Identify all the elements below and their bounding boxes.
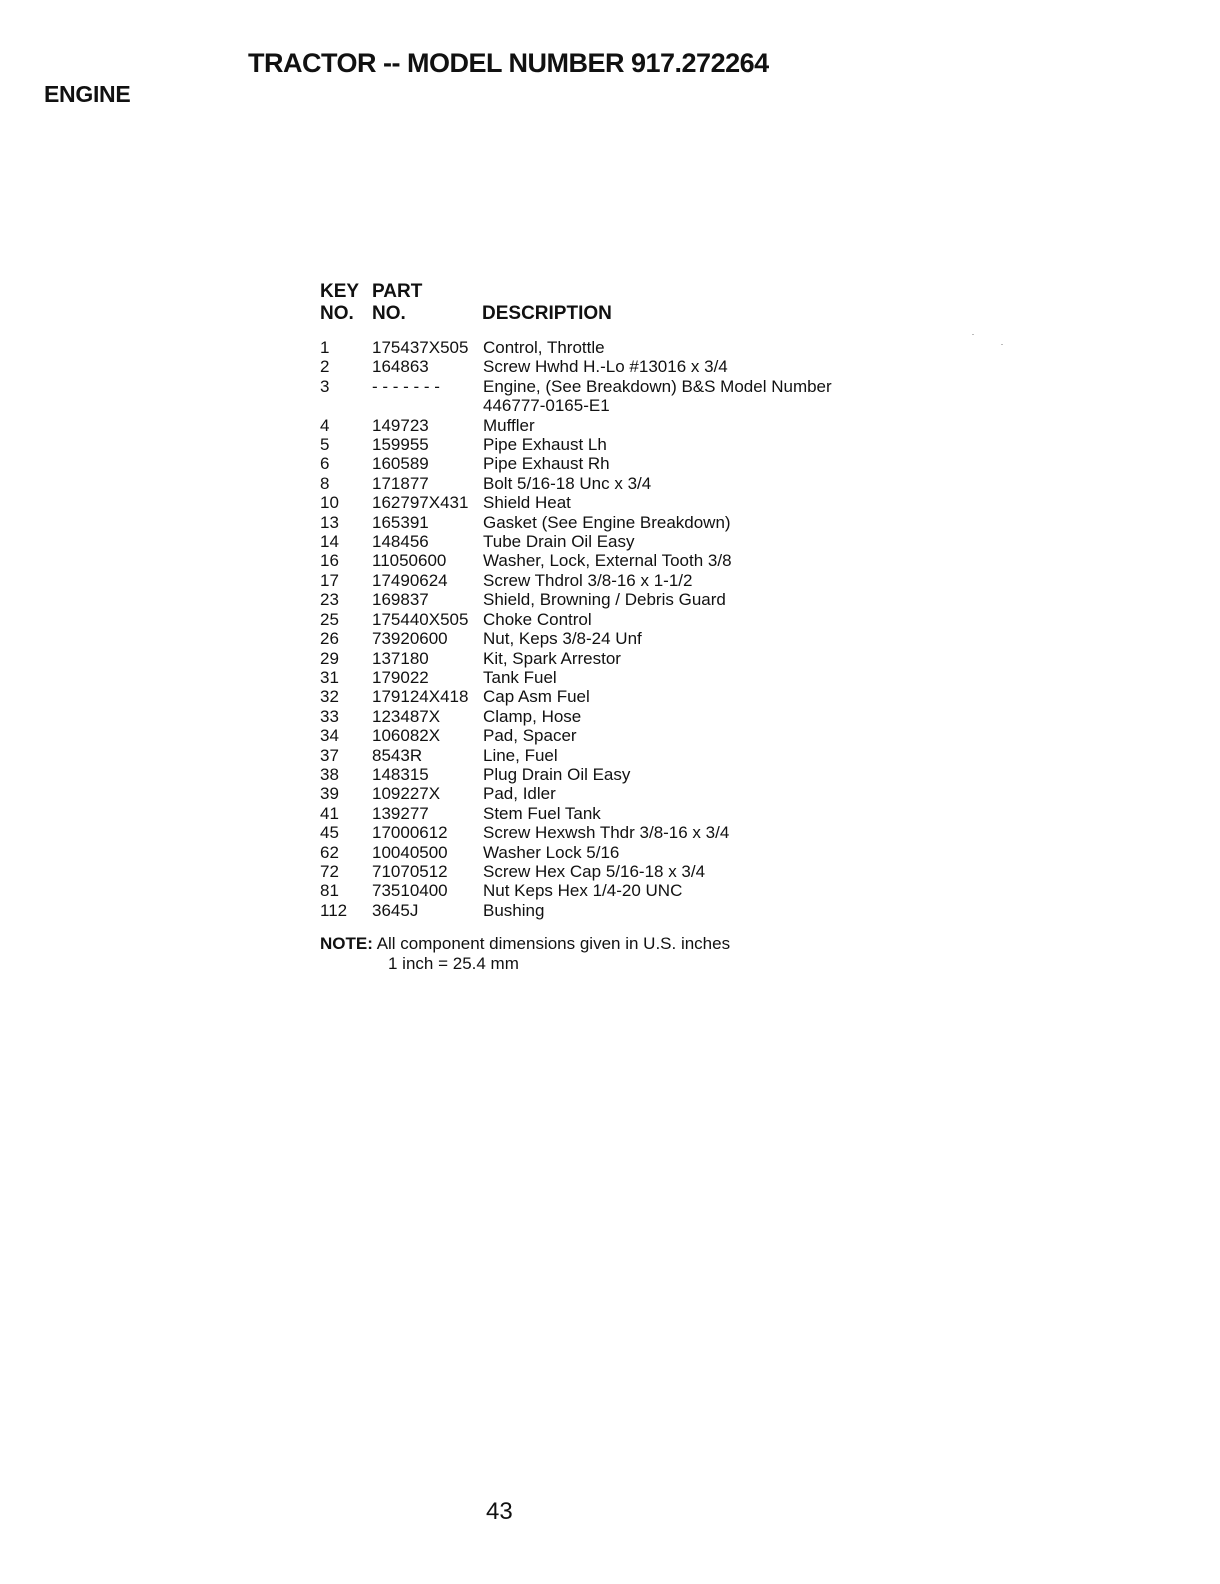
part-number: 175437X505: [372, 338, 469, 357]
key-number: 33: [320, 706, 339, 726]
part-description: Control, Throttle: [483, 338, 605, 357]
key-number: 62: [320, 842, 339, 862]
header-part-line2: NO.: [372, 303, 406, 324]
table-row: [320, 610, 940, 629]
part-description: Nut Keps Hex 1/4-20 UNC: [483, 881, 683, 901]
part-number: 179124X418: [372, 687, 469, 707]
key-number: 16: [320, 551, 339, 571]
part-number: 171877: [372, 473, 429, 493]
key-number: 38: [320, 764, 339, 784]
table-row: [320, 357, 940, 376]
table-row: [320, 377, 940, 416]
note-label: NOTE:: [320, 934, 373, 954]
key-number: 41: [320, 803, 339, 823]
table-row: [320, 493, 940, 512]
part-description: Screw Hwhd H.-Lo #13016 x 3/4: [483, 357, 728, 377]
key-number: 34: [320, 726, 339, 746]
part-description: Shield Heat: [483, 493, 571, 513]
key-number: 112: [320, 900, 348, 920]
part-number: 148315: [372, 764, 429, 784]
part-description: Screw Hexwsh Thdr 3/8-16 x 3/4: [483, 823, 730, 843]
part-number: 71070512: [372, 861, 448, 881]
key-number: 8: [320, 473, 330, 493]
part-description: Tank Fuel: [483, 667, 557, 687]
header-part-line1: PART: [372, 281, 423, 302]
key-number: 26: [320, 629, 339, 649]
table-row: [320, 590, 940, 609]
table-row: [320, 551, 940, 570]
table-row: [320, 784, 940, 803]
page-number: 43: [486, 1498, 513, 1525]
part-number: 165391: [372, 512, 429, 532]
table-row: [320, 881, 940, 900]
key-number: 14: [320, 532, 339, 552]
scan-speck: [1001, 344, 1003, 345]
key-number: 13: [320, 512, 339, 532]
part-description: Nut, Keps 3/8-24 Unf: [483, 629, 642, 649]
page-title: TRACTOR -- MODEL NUMBER 917.272264: [248, 48, 769, 78]
part-number: 123487X: [372, 706, 441, 726]
header-description: DESCRIPTION: [482, 303, 612, 324]
table-row: [320, 435, 940, 454]
section-heading: ENGINE: [44, 81, 131, 107]
table-row: [320, 649, 940, 668]
key-number: 39: [320, 784, 339, 804]
part-description: Shield, Browning / Debris Guard: [483, 590, 726, 610]
part-number: 17490624: [372, 570, 448, 590]
table-row: [320, 687, 940, 706]
part-description: Muffler: [483, 415, 535, 435]
part-description: Pad, Idler: [483, 784, 556, 804]
part-number: 139277: [372, 803, 429, 823]
key-number: 32: [320, 687, 339, 707]
part-description: Gasket (See Engine Breakdown): [483, 512, 731, 532]
table-row: [320, 901, 940, 920]
key-number: 2: [320, 357, 330, 377]
part-number: 73510400: [372, 881, 448, 901]
parts-list: [320, 280, 940, 973]
table-row: [320, 571, 940, 590]
part-description: Line, Fuel: [483, 745, 558, 765]
table-row: [320, 454, 940, 473]
part-description: Bushing: [483, 900, 545, 920]
key-number: 25: [320, 609, 339, 629]
part-description: Tube Drain Oil Easy: [483, 532, 635, 552]
parts-list-header: [320, 280, 940, 338]
part-description: Plug Drain Oil Easy: [483, 764, 631, 784]
part-number: 11050600: [372, 551, 447, 571]
table-row: [320, 726, 940, 745]
key-number: 10: [320, 493, 339, 513]
part-description: Screw Thdrol 3/8-16 x 1-1/2: [483, 570, 693, 590]
table-row: [320, 474, 940, 493]
table-row: [320, 746, 940, 765]
part-description: Pipe Exhaust Rh: [483, 454, 610, 474]
part-number: 175440X505: [372, 609, 469, 629]
table-row: [320, 629, 940, 648]
key-number: 45: [320, 823, 339, 843]
key-number: 5: [320, 435, 330, 455]
part-description: Clamp, Hose: [483, 706, 582, 726]
part-number: 169837: [372, 590, 429, 610]
part-description: Screw Hex Cap 5/16-18 x 3/4: [483, 861, 706, 881]
table-row: [320, 765, 940, 784]
part-number: - - - - - - -: [372, 376, 440, 396]
key-number: 1: [320, 338, 330, 357]
part-number: 149723: [372, 415, 429, 435]
key-number: 37: [320, 745, 339, 765]
part-number: 137180: [372, 648, 429, 668]
header-key-line1: KEY: [320, 281, 360, 302]
note-line1: All component dimensions given in U.S. inches: [376, 934, 731, 954]
key-number: 72: [320, 861, 339, 881]
table-row: [320, 338, 940, 357]
part-description: Cap Asm Fuel: [483, 687, 590, 707]
table-row: [320, 804, 940, 823]
key-number: 81: [320, 881, 339, 901]
header-key-line2: NO.: [320, 303, 354, 324]
part-number: 148456: [372, 532, 429, 552]
part-number: 162797X431: [372, 493, 469, 513]
part-number: 10040500: [372, 842, 448, 862]
key-number: 17: [320, 570, 339, 590]
part-number: 73920600: [372, 629, 448, 649]
table-row: [320, 707, 940, 726]
part-number: 17000612: [372, 823, 448, 843]
table-row: [320, 668, 940, 687]
table-row: [320, 823, 940, 842]
part-description: Choke Control: [483, 609, 592, 629]
part-description: Engine, (See Breakdown) B&S Model Number 446777-0165-E1: [483, 376, 832, 416]
part-number: 3645J: [372, 900, 419, 920]
key-number: 23: [320, 590, 339, 610]
table-row: [320, 843, 940, 862]
key-number: 31: [320, 667, 339, 687]
note-line2: 1 inch = 25.4 mm: [388, 953, 519, 973]
scan-speck: [972, 334, 974, 335]
part-description: Bolt 5/16-18 Unc x 3/4: [483, 473, 652, 493]
parts-list-rows: [320, 338, 940, 920]
key-number: 4: [320, 415, 330, 435]
part-description: Washer, Lock, External Tooth 3/8: [483, 551, 732, 571]
part-number: 164863: [372, 357, 429, 377]
part-description: Pipe Exhaust Lh: [483, 435, 607, 455]
table-row: [320, 532, 940, 551]
table-row: [320, 416, 940, 435]
part-description: Washer Lock 5/16: [483, 842, 620, 862]
part-number: 159955: [372, 435, 429, 455]
key-number: 29: [320, 648, 339, 668]
table-row: [320, 513, 940, 532]
table-row: [320, 862, 940, 881]
part-number: 179022: [372, 667, 429, 687]
key-number: 3: [320, 376, 330, 396]
part-description: Kit, Spark Arrestor: [483, 648, 621, 668]
part-number: 160589: [372, 454, 429, 474]
part-description: Pad, Spacer: [483, 726, 577, 746]
note: [320, 934, 940, 973]
part-number: 109227X: [372, 784, 441, 804]
key-number: 6: [320, 454, 330, 474]
part-number: 8543R: [372, 745, 423, 765]
part-description: Stem Fuel Tank: [483, 803, 601, 823]
part-number: 106082X: [372, 726, 441, 746]
